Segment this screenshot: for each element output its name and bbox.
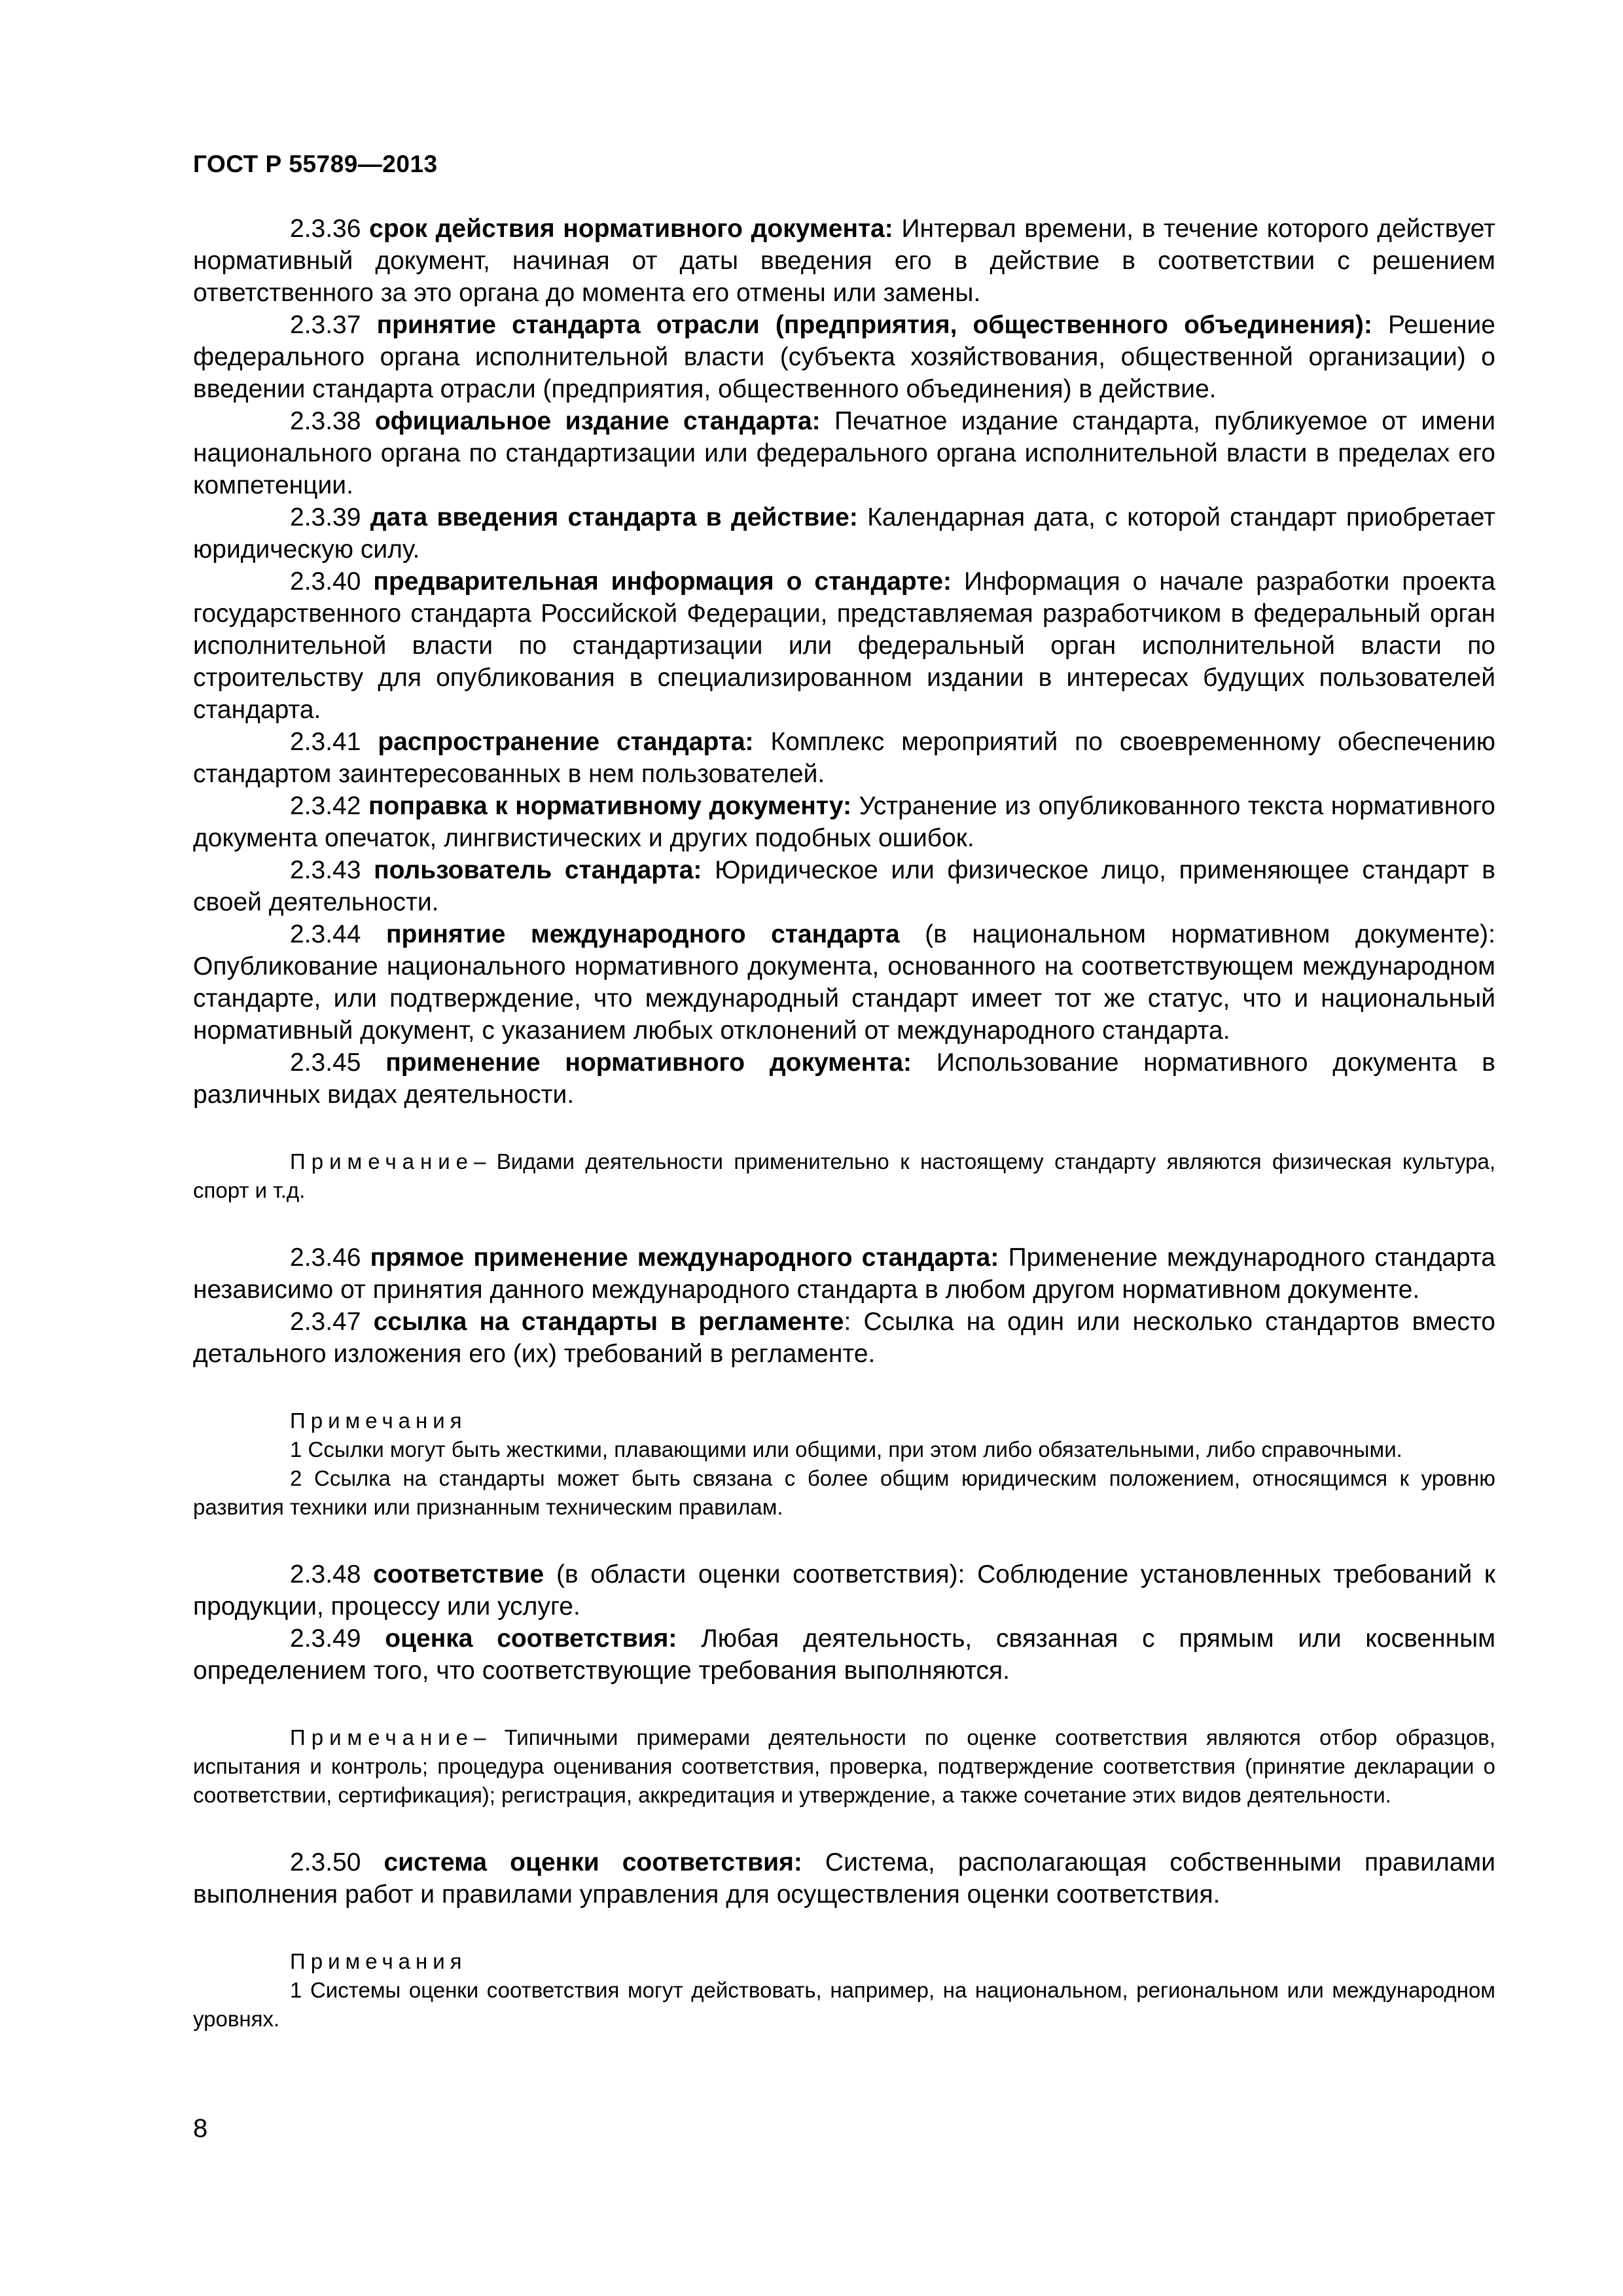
term-name: прямое применение международного стандарта: xyxy=(370,1244,999,1272)
page-number: 8 xyxy=(193,2114,208,2143)
term-number: 2.3.40 xyxy=(290,567,361,596)
term-entry xyxy=(193,213,1495,309)
note-item: 2 Ссылка на стандарты может быть связана с более общим юридическим положением, относящимся к уровню развития техники или признанным техническим правилам. xyxy=(193,1466,1495,1519)
term-name: оценка соответствия: xyxy=(385,1624,677,1653)
note xyxy=(193,1147,1495,1205)
term-number: 2.3.41 xyxy=(290,728,361,756)
term-entry xyxy=(193,1558,1495,1623)
term-number: 2.3.38 xyxy=(290,407,361,435)
note-item: 1 Ссылки могут быть жесткими, плавающими или общими, при этом либо обязательными, либо справочными. xyxy=(290,1437,1402,1462)
term-number: 2.3.37 xyxy=(290,311,361,339)
term-name: применение нормативного документа: xyxy=(385,1049,912,1077)
term-number: 2.3.47 xyxy=(290,1308,361,1336)
term-definition: Решение федерального органа исполнительной власти (субъекта хозяйствования, общественной организации) о введении стандарта отрасли (предприятия, общественного объединения) в действие. xyxy=(193,311,1495,403)
term-name: поправка к нормативному документу: xyxy=(368,792,852,820)
term-number: 2.3.48 xyxy=(290,1560,361,1588)
term-definition: Печатное издание стандарта, публикуемое от имени национального органа по стандартизации или федерального органа исполнительной власти в пределах его компетенции. xyxy=(193,407,1495,499)
term-name: срок действия нормативного документа: xyxy=(369,215,893,243)
term-entry xyxy=(193,854,1495,918)
document-body xyxy=(193,213,1495,2034)
term-definition: (в национальном нормативном документе): Опубликование национального нормативного документа, основанного на соответствующем международном стандарте, или подтверждение, что международный стандарт имеет тот же статус, что и национальный нормативный документ, с указанием любых отклонений от международного стандарта. xyxy=(193,920,1495,1045)
term-entry xyxy=(193,1846,1495,1910)
term-entry xyxy=(193,726,1495,790)
term-name: распространение стандарта: xyxy=(378,728,754,756)
term-entry xyxy=(193,790,1495,854)
term-entry xyxy=(193,1242,1495,1306)
term-entry xyxy=(193,1306,1495,1370)
term-entry xyxy=(193,405,1495,501)
term-definition: Информация о начале разработки проекта государственного стандарта Российской Федерации, представляемая разработчиком в федеральный орган исполнительной власти по стандартизации или федеральный орган исполнительной власти по строительству для опубликования в специализированном издании в интересах будущих пользователей стандарта. xyxy=(193,567,1495,724)
term-name: дата введения стандарта в действие: xyxy=(370,503,858,531)
term-definition: Использование нормативного документа в различных видах деятельности. xyxy=(193,1049,1495,1109)
term-name: принятие стандарта отрасли (предприятия, общественного объединения): xyxy=(376,311,1372,339)
notes-heading: Примечания xyxy=(290,1408,467,1433)
term-definition: (в области оценки соответствия): Соблюдение установленных требований к продукции, процессу или услуге. xyxy=(193,1560,1495,1621)
term-number: 2.3.39 xyxy=(290,503,361,531)
term-entry xyxy=(193,565,1495,726)
term-definition: Интервал времени, в течение которого действует нормативный документ, начиная от даты введения его в действие в соответствии с решением ответственного за это органа до момента его отмены или замены. xyxy=(193,215,1495,307)
term-name: соответствие xyxy=(373,1560,544,1588)
note-text: – Типичными примерами деятельности по оценке соответствия являются отбор образцов, испытания и контроль; процедура оценивания соответствия, проверка, подтверждение соответствия (принятие декларации о соответствии, сертификация); регистрация, аккредитация и утверждение, а также сочетание этих видов деятельности. xyxy=(193,1725,1495,1807)
term-number: 2.3.36 xyxy=(290,215,361,243)
term-number: 2.3.50 xyxy=(290,1848,361,1876)
term-definition: Система, располагающая собственными правилами выполнения работ и правилами управления для осуществления оценки соответствия. xyxy=(193,1848,1495,1909)
term-number: 2.3.49 xyxy=(290,1624,361,1653)
notes-heading: Примечания xyxy=(290,1949,467,1973)
term-definition: Любая деятельность, связанная с прямым или косвенным определением того, что соответствующие требования выполняются. xyxy=(193,1624,1496,1685)
term-number: 2.3.42 xyxy=(290,792,361,820)
term-entry xyxy=(193,501,1495,565)
term-entry xyxy=(193,918,1495,1047)
document-header: ГОСТ Р 55789—2013 xyxy=(193,151,438,177)
term-definition: : Ссылка на один или несколько стандартов вместо детального изложения его (их) требований в регламенте. xyxy=(193,1308,1495,1368)
term-name: принятие международного стандарта xyxy=(385,920,900,948)
term-definition: Календарная дата, с которой стандарт приобретает юридическую силу. xyxy=(193,503,1495,564)
term-definition: Юридическое или физическое лицо, применяющее стандарт в своей деятельности. xyxy=(193,856,1496,916)
term-entry xyxy=(193,309,1495,405)
note-label: Примечание xyxy=(290,1725,474,1749)
term-definition: Устранение из опубликованного текста нормативного документа опечаток, лингвистических и других подобных ошибок. xyxy=(193,792,1495,852)
term-definition: Комплекс мероприятий по своевременному обеспечению стандартом заинтересованных в нем пользователей. xyxy=(193,728,1495,788)
term-number: 2.3.44 xyxy=(290,920,361,948)
term-name: система оценки соответствия: xyxy=(383,1848,802,1876)
note-label: Примечание xyxy=(290,1149,474,1174)
term-number: 2.3.43 xyxy=(290,856,361,884)
term-name: пользователь стандарта: xyxy=(374,856,702,884)
note xyxy=(193,1723,1495,1810)
term-name: предварительная информация о стандарте: xyxy=(373,567,952,596)
term-definition: Применение международного стандарта независимо от принятия данного международного стандарта в любом другом нормативном документе. xyxy=(193,1244,1495,1304)
term-number: 2.3.45 xyxy=(290,1049,361,1077)
note-item: 1 Системы оценки соответствия могут действовать, например, на национальном, региональном или международном уровнях. xyxy=(193,1978,1495,2031)
term-number: 2.3.46 xyxy=(290,1244,361,1272)
note-text: – Видами деятельности применительно к настоящему стандарту являются физическая культура, спорт и т.д. xyxy=(193,1149,1495,1202)
term-entry xyxy=(193,1623,1495,1687)
term-name: ссылка на стандарты в регламенте xyxy=(373,1308,844,1336)
term-entry xyxy=(193,1047,1495,1111)
term-name: официальное издание стандарта: xyxy=(374,407,821,435)
